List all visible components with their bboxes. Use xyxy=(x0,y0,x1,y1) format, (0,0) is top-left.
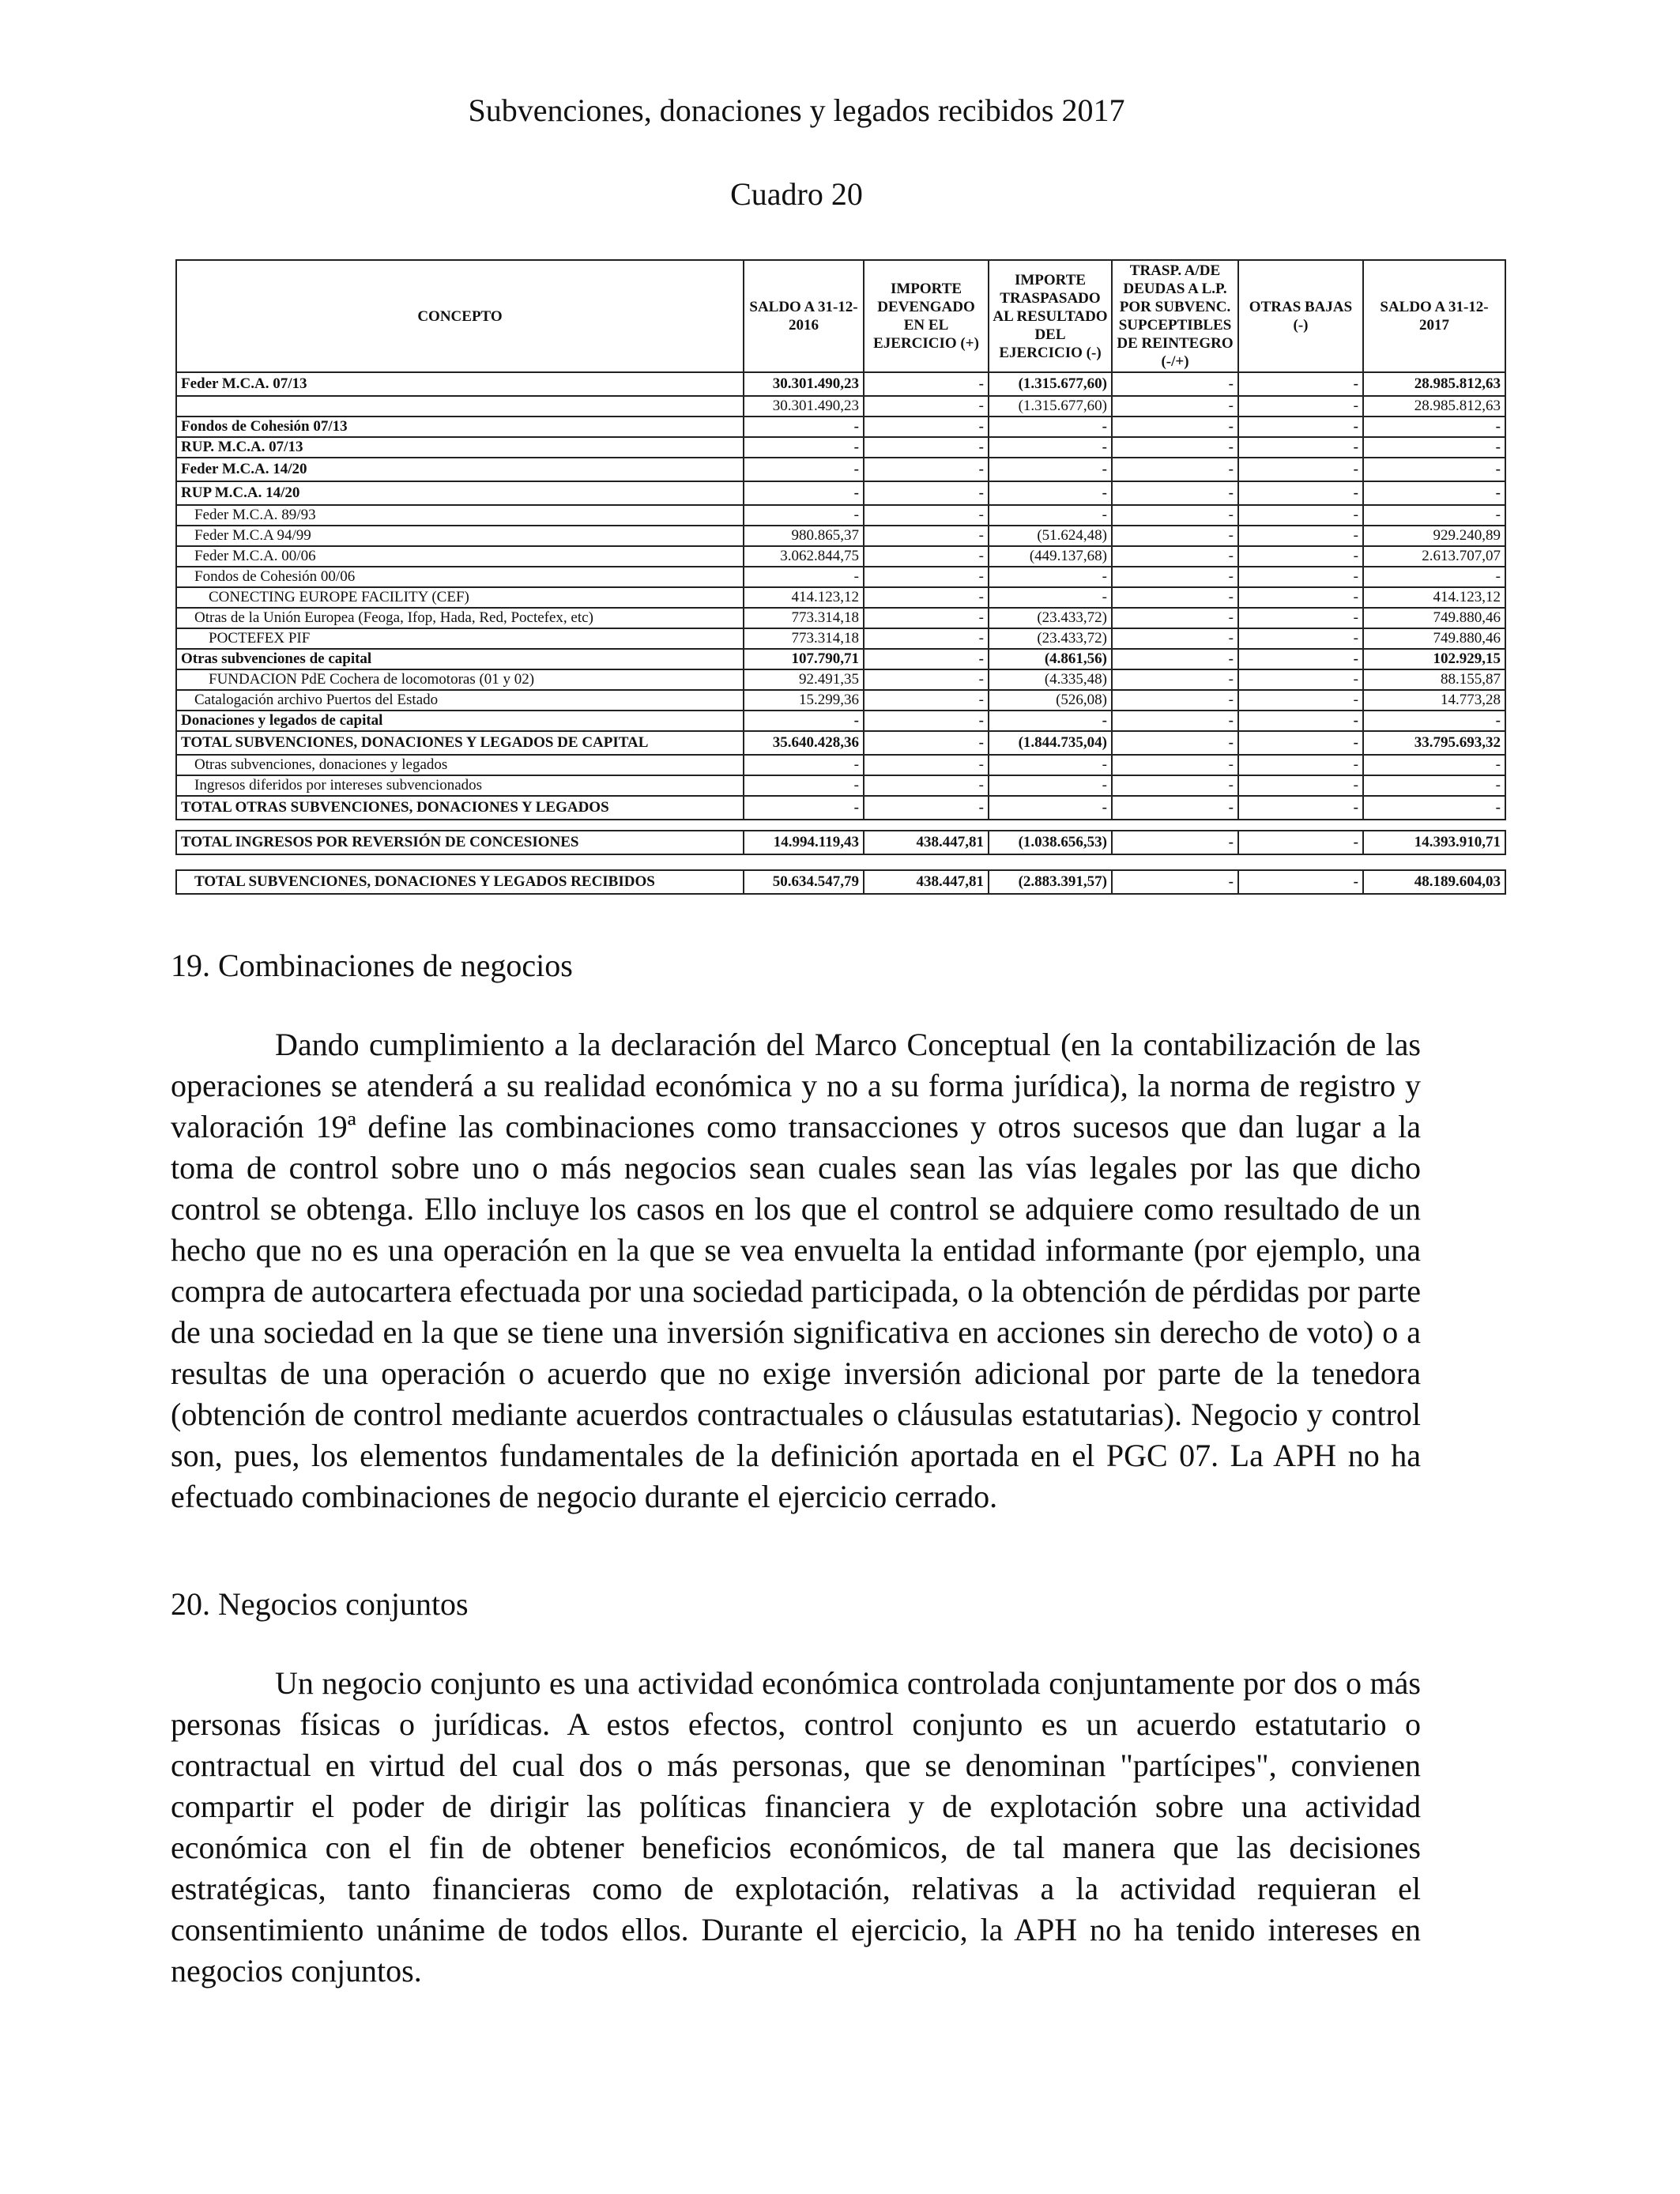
value-cell: - xyxy=(1238,669,1363,690)
value-cell: 749.880,46 xyxy=(1363,608,1505,628)
table-row xyxy=(176,649,1505,669)
value-cell: - xyxy=(1363,796,1505,820)
value-cell: - xyxy=(1363,458,1505,481)
value-cell: (526,08) xyxy=(989,690,1112,711)
table-spacer xyxy=(176,820,1505,831)
value-cell: - xyxy=(864,731,989,755)
table-row xyxy=(176,481,1505,505)
value-cell: - xyxy=(1112,608,1238,628)
value-cell: - xyxy=(1112,731,1238,755)
value-cell: - xyxy=(864,481,989,505)
value-cell: - xyxy=(864,711,989,731)
value-cell: - xyxy=(1112,711,1238,731)
value-cell: - xyxy=(1238,437,1363,458)
value-cell: - xyxy=(864,669,989,690)
column-header: SALDO A 31-12-2016 xyxy=(744,260,864,372)
value-cell: 33.795.693,32 xyxy=(1363,731,1505,755)
value-cell: - xyxy=(864,587,989,608)
concept-cell xyxy=(176,396,744,417)
concept-cell: TOTAL OTRAS SUBVENCIONES, DONACIONES Y LEGADOS xyxy=(176,796,744,820)
value-cell: - xyxy=(1238,372,1363,396)
value-cell: - xyxy=(864,628,989,649)
value-cell: 28.985.812,63 xyxy=(1363,396,1505,417)
value-cell: 929.240,89 xyxy=(1363,526,1505,546)
value-cell: - xyxy=(744,417,864,437)
value-cell: - xyxy=(1363,505,1505,526)
table-row xyxy=(176,731,1505,755)
table-row xyxy=(176,775,1505,796)
concept-cell: POCTEFEX PIF xyxy=(176,628,744,649)
value-cell: - xyxy=(864,567,989,587)
value-cell: - xyxy=(864,437,989,458)
table-row xyxy=(176,567,1505,587)
concept-cell: Fondos de Cohesión 00/06 xyxy=(176,567,744,587)
concept-cell: TOTAL SUBVENCIONES, DONACIONES Y LEGADOS DE CAPITAL xyxy=(176,731,744,755)
value-cell: - xyxy=(989,755,1112,775)
table-row xyxy=(176,417,1505,437)
column-header: TRASP. A/DE DEUDAS A L.P. POR SUBVENC. SUPCEPTIBLES DE REINTEGRO (-/+) xyxy=(1112,260,1238,372)
value-cell: 50.634.547,79 xyxy=(744,870,864,894)
value-cell: - xyxy=(744,567,864,587)
value-cell: - xyxy=(744,437,864,458)
section-heading-20: 20. Negocios conjuntos xyxy=(171,1586,469,1622)
value-cell: - xyxy=(1112,628,1238,649)
value-cell: - xyxy=(864,546,989,567)
value-cell: - xyxy=(864,505,989,526)
value-cell: - xyxy=(1363,481,1505,505)
value-cell: - xyxy=(744,505,864,526)
value-cell: - xyxy=(1238,546,1363,567)
value-cell: - xyxy=(744,711,864,731)
value-cell: - xyxy=(1112,396,1238,417)
value-cell: - xyxy=(744,458,864,481)
value-cell: - xyxy=(1112,546,1238,567)
value-cell: - xyxy=(864,526,989,546)
table-header-row xyxy=(176,260,1505,372)
value-cell: - xyxy=(1112,505,1238,526)
value-cell: 14.994.119,43 xyxy=(744,831,864,854)
table-row xyxy=(176,396,1505,417)
concept-cell: Catalogación archivo Puertos del Estado xyxy=(176,690,744,711)
value-cell: - xyxy=(1112,796,1238,820)
value-cell: - xyxy=(989,437,1112,458)
value-cell: - xyxy=(1112,481,1238,505)
concept-cell: RUP M.C.A. 14/20 xyxy=(176,481,744,505)
value-cell: - xyxy=(1238,628,1363,649)
concept-cell: Donaciones y legados de capital xyxy=(176,711,744,731)
value-cell: - xyxy=(989,711,1112,731)
table-row xyxy=(176,372,1505,396)
table-row xyxy=(176,505,1505,526)
value-cell: 28.985.812,63 xyxy=(1363,372,1505,396)
value-cell: - xyxy=(989,481,1112,505)
value-cell: (1.315.677,60) xyxy=(989,372,1112,396)
table-spacer xyxy=(176,854,1505,870)
value-cell: - xyxy=(1238,567,1363,587)
table-row xyxy=(176,587,1505,608)
value-cell: 14.773,28 xyxy=(1363,690,1505,711)
value-cell: - xyxy=(989,775,1112,796)
subsidies-table-wrapper xyxy=(175,259,1505,895)
value-cell: - xyxy=(1238,481,1363,505)
value-cell: - xyxy=(989,458,1112,481)
concept-cell: Otras subvenciones, donaciones y legados xyxy=(176,755,744,775)
value-cell: - xyxy=(744,796,864,820)
concept-cell: Fondos de Cohesión 07/13 xyxy=(176,417,744,437)
value-cell: - xyxy=(1238,649,1363,669)
value-cell: - xyxy=(1112,437,1238,458)
value-cell: - xyxy=(864,690,989,711)
section-heading-19: 19. Combinaciones de negocios xyxy=(171,948,573,983)
value-cell: - xyxy=(864,796,989,820)
value-cell: (4.861,56) xyxy=(989,649,1112,669)
value-cell: - xyxy=(1238,755,1363,775)
value-cell: - xyxy=(1112,831,1238,854)
concept-cell: Ingresos diferidos por intereses subvencionados xyxy=(176,775,744,796)
value-cell: 30.301.490,23 xyxy=(744,372,864,396)
value-cell: - xyxy=(1363,755,1505,775)
value-cell: 15.299,36 xyxy=(744,690,864,711)
value-cell: - xyxy=(1238,417,1363,437)
concept-cell: Otras de la Unión Europea (Feoga, Ifop, Hada, Red, Poctefex, etc) xyxy=(176,608,744,628)
page-title: Subvenciones, donaciones y legados recibidos 2017 xyxy=(468,92,1125,128)
table-row xyxy=(176,546,1505,567)
value-cell: 92.491,35 xyxy=(744,669,864,690)
value-cell: - xyxy=(864,458,989,481)
table-row xyxy=(176,796,1505,820)
value-cell: - xyxy=(1112,458,1238,481)
column-header: CONCEPTO xyxy=(176,260,744,372)
value-cell: (51.624,48) xyxy=(989,526,1112,546)
value-cell: - xyxy=(744,481,864,505)
section-paragraph-20: Un negocio conjunto es una actividad económica controlada conjuntamente por dos o más personas físicas o jurídicas. A estos efectos, control conjunto es un acuerdo estatutario o contractual en virtud del cual dos o más personas, que se denominan "partícipes", convienen compartir el poder de dirigir las políticas financiera y de explotación sobre una actividad económica con el fin de obtener beneficios económicos, de tal manera que las decisiones estratégicas, tanto financieras como de explotación, relativas a la actividad requieran el consentimiento unánime de todos ellos. Durante el ejercicio, la APH no ha tenido intereses en negocios conjuntos. xyxy=(171,1665,1421,1989)
value-cell: - xyxy=(1112,587,1238,608)
concept-cell: Otras subvenciones de capital xyxy=(176,649,744,669)
value-cell: - xyxy=(1112,649,1238,669)
value-cell: - xyxy=(1363,711,1505,731)
value-cell: (1.844.735,04) xyxy=(989,731,1112,755)
value-cell: - xyxy=(864,755,989,775)
value-cell: - xyxy=(1238,796,1363,820)
value-cell: 749.880,46 xyxy=(1363,628,1505,649)
value-cell: - xyxy=(989,587,1112,608)
table-row xyxy=(176,628,1505,649)
value-cell: - xyxy=(989,796,1112,820)
column-header: IMPORTE DEVENGADO EN EL EJERCICIO (+) xyxy=(864,260,989,372)
value-cell: 107.790,71 xyxy=(744,649,864,669)
value-cell: - xyxy=(864,649,989,669)
concept-cell: FUNDACION PdE Cochera de locomotoras (01 y 02) xyxy=(176,669,744,690)
value-cell: - xyxy=(1363,775,1505,796)
table-caption: Cuadro 20 xyxy=(730,176,863,212)
value-cell: - xyxy=(1238,711,1363,731)
table-row xyxy=(176,870,1505,894)
concept-cell: Feder M.C.A. 89/93 xyxy=(176,505,744,526)
table-row xyxy=(176,690,1505,711)
value-cell: - xyxy=(1112,775,1238,796)
value-cell: 438.447,81 xyxy=(864,831,989,854)
value-cell: - xyxy=(1112,755,1238,775)
value-cell: (2.883.391,57) xyxy=(989,870,1112,894)
table-row xyxy=(176,831,1505,854)
value-cell: 980.865,37 xyxy=(744,526,864,546)
value-cell: (1.315.677,60) xyxy=(989,396,1112,417)
section-paragraph-19: Dando cumplimiento a la declaración del Marco Conceptual (en la contabilización de las operaciones se atenderá a su realidad económica y no a su forma jurídica), la norma de registro y valoración 19ª define las combinaciones como transacciones y otros sucesos que dan lugar a la toma de control sobre uno o más negocios sean cuales sean las vías legales por las que dicho control se obtenga. Ello incluye los casos en los que el control se adquiere como resultado de un hecho que no es una operación en la que se vea envuelta la entidad informante (por ejemplo, una compra de autocartera efectuada por una sociedad participada, o la obtención de pérdidas por parte de una sociedad en la que se tiene una inversión significativa en acciones sin derecho de voto) o a resultas de una operación o acuerdo que no exige inversión adicional por parte de la tenedora (obtención de control mediante acuerdos contractuales o cláusulas estatutarias). Negocio y control son, pues, los elementos fundamentales de la definición aportada en el PGC 07. La APH no ha efectuado combinaciones de negocio durante el ejercicio cerrado. xyxy=(171,1027,1421,1514)
table-row xyxy=(176,458,1505,481)
value-cell: 102.929,15 xyxy=(1363,649,1505,669)
value-cell: (23.433,72) xyxy=(989,628,1112,649)
value-cell: - xyxy=(1238,458,1363,481)
value-cell: - xyxy=(1112,690,1238,711)
value-cell: - xyxy=(1112,567,1238,587)
value-cell: - xyxy=(1238,870,1363,894)
value-cell: 414.123,12 xyxy=(744,587,864,608)
table-row xyxy=(176,669,1505,690)
value-cell: 773.314,18 xyxy=(744,608,864,628)
value-cell: - xyxy=(864,775,989,796)
value-cell: - xyxy=(1112,669,1238,690)
value-cell: - xyxy=(864,417,989,437)
value-cell: - xyxy=(989,417,1112,437)
value-cell: - xyxy=(864,608,989,628)
concept-cell: Feder M.C.A. 14/20 xyxy=(176,458,744,481)
table-row xyxy=(176,526,1505,546)
concept-cell: TOTAL INGRESOS POR REVERSIÓN DE CONCESIONES xyxy=(176,831,744,854)
value-cell: - xyxy=(1363,437,1505,458)
column-header: IMPORTE TRASPASADO AL RESULTADO DEL EJERCICIO (-) xyxy=(989,260,1112,372)
value-cell: 35.640.428,36 xyxy=(744,731,864,755)
value-cell: (449.137,68) xyxy=(989,546,1112,567)
value-cell: - xyxy=(864,396,989,417)
column-header: SALDO A 31-12-2017 xyxy=(1363,260,1505,372)
concept-cell: Feder M.C.A. 00/06 xyxy=(176,546,744,567)
concept-cell: TOTAL SUBVENCIONES, DONACIONES Y LEGADOS RECIBIDOS xyxy=(176,870,744,894)
value-cell: (1.038.656,53) xyxy=(989,831,1112,854)
value-cell: - xyxy=(1363,567,1505,587)
table-row xyxy=(176,437,1505,458)
value-cell: 2.613.707,07 xyxy=(1363,546,1505,567)
value-cell: 3.062.844,75 xyxy=(744,546,864,567)
value-cell: - xyxy=(1238,608,1363,628)
value-cell: - xyxy=(1112,870,1238,894)
table-row xyxy=(176,755,1505,775)
value-cell: - xyxy=(1112,526,1238,546)
value-cell: - xyxy=(1238,831,1363,854)
value-cell: - xyxy=(864,372,989,396)
value-cell: - xyxy=(744,775,864,796)
value-cell: - xyxy=(1238,526,1363,546)
value-cell: 773.314,18 xyxy=(744,628,864,649)
subsidies-table xyxy=(175,259,1506,895)
value-cell: 414.123,12 xyxy=(1363,587,1505,608)
table-row xyxy=(176,711,1505,731)
value-cell: - xyxy=(1112,417,1238,437)
value-cell: 48.189.604,03 xyxy=(1363,870,1505,894)
value-cell: - xyxy=(1238,775,1363,796)
value-cell: 88.155,87 xyxy=(1363,669,1505,690)
value-cell: - xyxy=(1238,587,1363,608)
value-cell: (23.433,72) xyxy=(989,608,1112,628)
value-cell: - xyxy=(1238,396,1363,417)
value-cell: - xyxy=(989,567,1112,587)
value-cell: - xyxy=(1238,731,1363,755)
column-header: OTRAS BAJAS (-) xyxy=(1238,260,1363,372)
value-cell: - xyxy=(1238,505,1363,526)
value-cell: - xyxy=(989,505,1112,526)
concept-cell: CONECTING EUROPE FACILITY (CEF) xyxy=(176,587,744,608)
value-cell: 14.393.910,71 xyxy=(1363,831,1505,854)
value-cell: (4.335,48) xyxy=(989,669,1112,690)
value-cell: - xyxy=(1238,690,1363,711)
value-cell: 438.447,81 xyxy=(864,870,989,894)
concept-cell: RUP. M.C.A. 07/13 xyxy=(176,437,744,458)
table-row xyxy=(176,608,1505,628)
concept-cell: Feder M.C.A. 07/13 xyxy=(176,372,744,396)
value-cell: - xyxy=(1112,372,1238,396)
value-cell: - xyxy=(1363,417,1505,437)
concept-cell: Feder M.C.A 94/99 xyxy=(176,526,744,546)
value-cell: 30.301.490,23 xyxy=(744,396,864,417)
value-cell: - xyxy=(744,755,864,775)
